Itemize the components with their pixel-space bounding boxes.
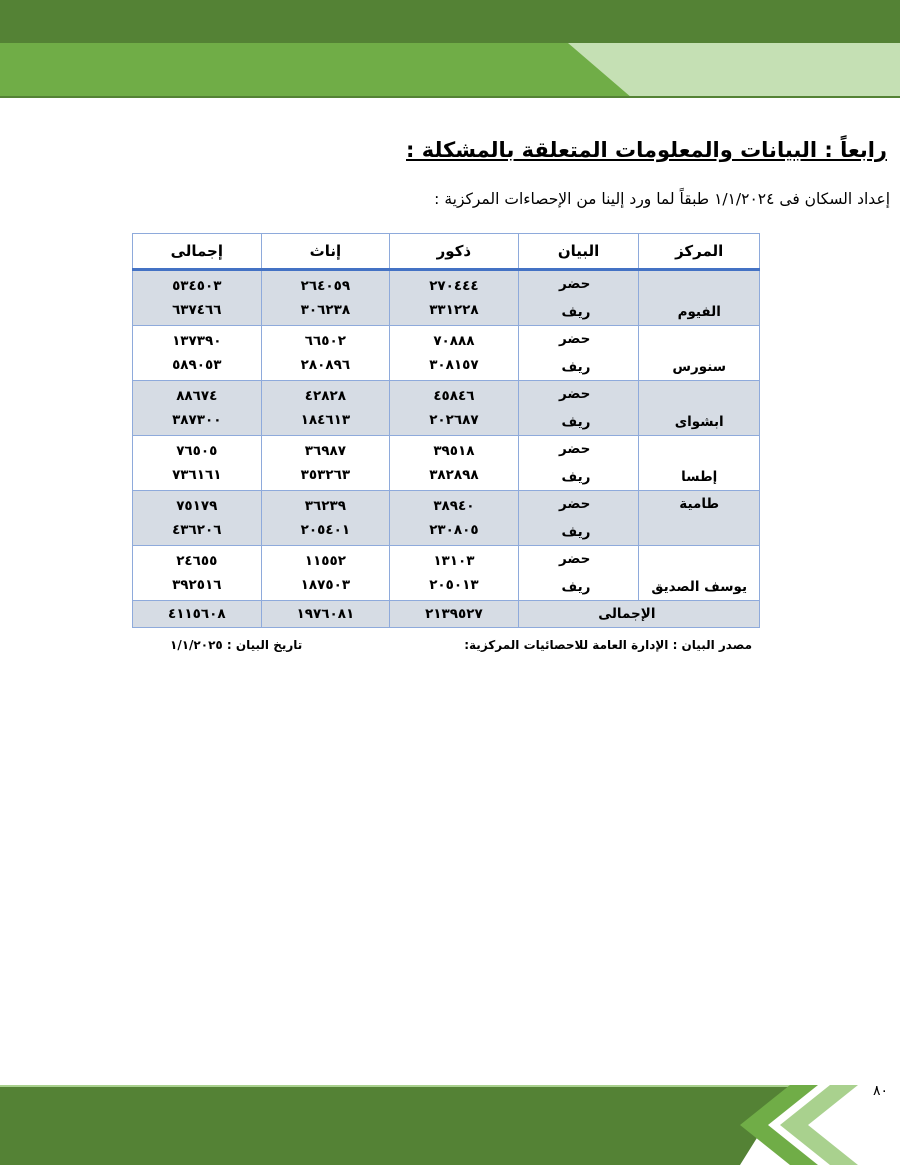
hadar-label: حضر: [558, 551, 591, 567]
grand-total: ٤١١٥٦٠٨: [133, 601, 262, 628]
table-header-row: [133, 234, 760, 270]
females-reef: ٣٠٦٢٣٨: [300, 302, 351, 318]
females-reef: ٢٠٥٤٠١: [300, 522, 351, 538]
total-hadar: ٢٤٦٥٥: [176, 553, 218, 569]
total-reef: ٥٨٩٠٥٣: [172, 357, 222, 373]
females-reef: ١٨٤٦١٣: [300, 412, 351, 428]
females-hadar: ٣٦٢٣٩: [304, 498, 346, 514]
source-note: مصدر البيان : الإدارة العامة للاحصائيات المركزية:: [464, 638, 752, 652]
females-hadar: ٢٦٤٠٥٩: [300, 278, 351, 294]
header-males: ذكور: [390, 234, 519, 270]
females-reef: ٢٨٠٨٩٦: [300, 357, 351, 373]
males-hadar: ١٣١٠٣: [433, 553, 475, 569]
table-row: [133, 326, 760, 381]
population-table: [132, 233, 760, 628]
header-green-band: [0, 43, 900, 98]
date-note: تاريخ البيان : ١/١/٢٠٢٥: [170, 638, 303, 652]
males-hadar: ٣٩٥١٨: [433, 443, 475, 459]
males-hadar: ٧٠٨٨٨: [433, 333, 475, 349]
header-total: إجمالى: [133, 234, 262, 270]
footer-green-band: [0, 1085, 900, 1165]
reef-label: ريف: [561, 414, 591, 430]
center-name: ابشواى: [674, 414, 724, 430]
total-reef: ٦٣٧٤٦٦: [172, 302, 222, 318]
total-females: ١٩٧٦٠٨١: [261, 601, 390, 628]
table-row: [133, 491, 760, 546]
section-title: رابعاً : البيانات والمعلومات المتعلقة بالمشكلة :: [406, 138, 887, 162]
males-reef: ٢٠٢٦٨٧: [429, 412, 479, 428]
males-reef: ٣٣١٢٢٨: [429, 302, 479, 318]
table-row: [133, 436, 760, 491]
males-reef: ٢٣٠٨٠٥: [429, 522, 479, 538]
females-hadar: ٣٦٩٨٧: [304, 443, 346, 459]
total-hadar: ٥٣٤٥٠٣: [172, 278, 222, 294]
hadar-label: حضر: [558, 276, 591, 292]
table-row: [133, 270, 760, 326]
total-label: الإجمالى: [598, 606, 656, 622]
females-hadar: ٤٢٨٢٨: [304, 388, 346, 404]
hadar-label: حضر: [558, 331, 591, 347]
table-row: [133, 381, 760, 436]
total-hadar: ١٣٧٣٩٠: [172, 333, 222, 349]
total-hadar: ٨٨٦٧٤: [176, 388, 218, 404]
total-hadar: ٧٦٥٠٥: [176, 443, 218, 459]
center-name: إطسا: [681, 469, 718, 485]
total-reef: ٤٣٦٢٠٦: [172, 522, 222, 538]
page-number: ٨٠: [872, 1083, 888, 1099]
females-hadar: ٦٦٥٠٢: [304, 333, 346, 349]
males-hadar: ٢٧٠٤٤٤: [429, 278, 479, 294]
males-hadar: ٤٥٨٤٦: [433, 388, 475, 404]
females-reef: ١٨٧٥٠٣: [300, 577, 351, 593]
total-reef: ٣٨٧٣٠٠: [172, 412, 222, 428]
reef-label: ريف: [561, 359, 591, 375]
intro-text: إعداد السكان فى ١/١/٢٠٢٤ طبقاً لما ورد إلينا من الإحصاءات المركزية :: [434, 190, 890, 208]
total-hadar: ٧٥١٧٩: [176, 498, 218, 514]
males-reef: ٣٨٢٨٩٨: [429, 467, 479, 483]
reef-label: ريف: [561, 304, 591, 320]
header-bayan: البيان: [518, 234, 639, 270]
hadar-label: حضر: [558, 441, 591, 457]
reef-label: ريف: [561, 579, 591, 595]
reef-label: ريف: [561, 524, 591, 540]
hadar-label: حضر: [558, 386, 591, 402]
total-males: ٢١٣٩٥٢٧: [390, 601, 519, 628]
table-row: [133, 546, 760, 601]
reef-label: ريف: [561, 469, 591, 485]
males-reef: ٢٠٥٠١٣: [429, 577, 479, 593]
hadar-label: حضر: [558, 496, 591, 512]
total-reef: ٧٣٦١٦١: [172, 467, 222, 483]
center-name: الفيوم: [677, 304, 721, 320]
center-name: يوسف الصديق: [651, 579, 748, 595]
females-reef: ٣٥٣٢٦٣: [300, 467, 351, 483]
males-reef: ٣٠٨١٥٧: [429, 357, 479, 373]
total-reef: ٣٩٢٥١٦: [172, 577, 222, 593]
center-name: طامية: [679, 496, 720, 512]
table-total-row: [133, 601, 760, 628]
header-females: إناث: [261, 234, 390, 270]
header-dark-bar: [0, 0, 900, 43]
header-center: المركز: [639, 234, 760, 270]
center-name: سنورس: [672, 359, 727, 375]
females-hadar: ١١٥٥٢: [304, 553, 346, 569]
males-hadar: ٣٨٩٤٠: [433, 498, 475, 514]
